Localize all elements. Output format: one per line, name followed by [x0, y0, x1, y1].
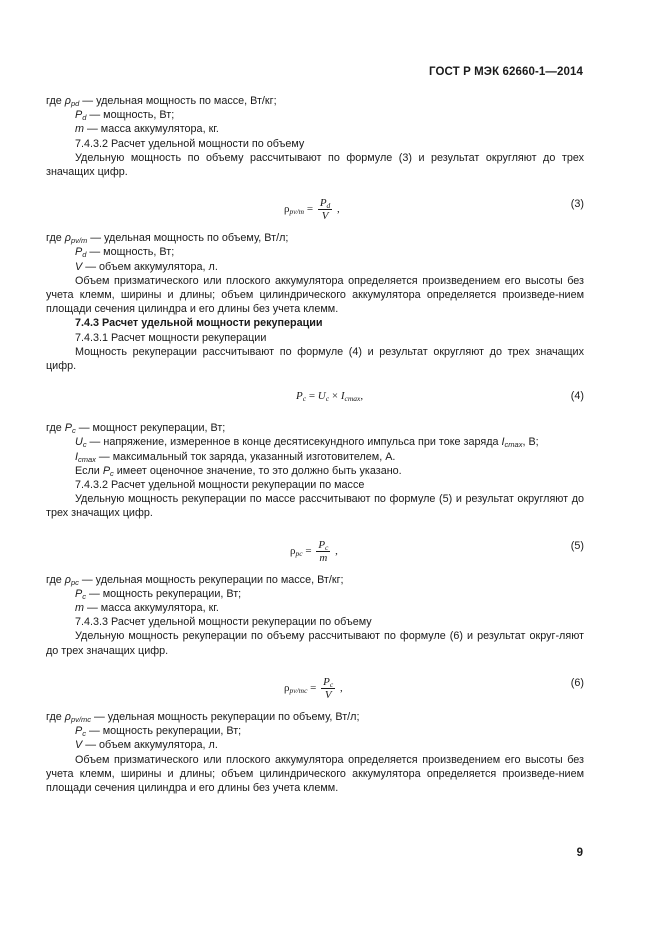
- legend-line: где $\rho_{pv/m}$ — удельная мощность по объему, Вт/л;: [46, 232, 289, 246]
- formula-3: [46, 179, 584, 231]
- formula-4: [46, 373, 584, 421]
- formula-number: (4): [570, 390, 584, 403]
- formula-expression: $\rho_{pv/mc}$ = $\frac{P_c}{V}$ ,: [284, 675, 343, 701]
- legend-line: V — объем аккумулятора, л.: [75, 260, 218, 273]
- section-heading: 7.4.3 Расчет удельной мощности рекуперации: [75, 317, 323, 330]
- paragraph: Объем призматического или плоского аккумулятора определяется произведением его высоты без учета клемм, ширины и длины; объем цилиндрического аккумулятора определяется произведе-нием площади сечения цилиндра и его длины без учета клемм.: [46, 274, 584, 316]
- page-number: 9: [576, 847, 583, 859]
- legend-line: где $\rho_{pv/mc}$ — удельная мощность рекуперации по объему, Вт/л;: [46, 710, 360, 724]
- standard-designation: ГОСТ Р МЭК 62660-1—2014: [429, 66, 583, 78]
- legend-line: $P_c$ — мощность рекуперации, Вт;: [75, 587, 242, 601]
- clause-heading: 7.4.3.3 Расчет удельной мощности рекуперации по объему: [75, 616, 372, 629]
- legend-line: где $\rho_{pc}$ — удельная мощность рекуперации по массе, Вт/кг;: [46, 573, 344, 587]
- legend-line: V — объем аккумулятора, л.: [75, 739, 218, 752]
- legend-line: где $P_c$ — мощност рекуперации, Вт;: [46, 422, 226, 436]
- formula-expression: $\rho_{pv/m}$ = $\frac{P_d}{V}$ ,: [284, 197, 340, 223]
- note-line: Если $P_c$ имеет оценочное значение, то это должно быть указано.: [75, 464, 402, 478]
- paragraph: Удельную мощность рекуперации по массе рассчитывают по формуле (5) и результат округляют до трех значащих цифр.: [46, 493, 584, 520]
- formula-number: (6): [570, 676, 584, 689]
- clause-heading: 7.4.3.2 Расчет удельной мощности по объему: [75, 137, 305, 150]
- fraction: $\frac{P_c}{V}$: [323, 675, 334, 701]
- fraction: $\frac{P_d}{V}$: [319, 197, 331, 223]
- paragraph: Удельную мощность по объему рассчитывают по формуле (3) и результат округляют до трех значащих цифр.: [46, 151, 584, 179]
- legend-line: $P_d$ — мощность, Вт;: [75, 246, 175, 260]
- legend-line: m — масса аккумулятора, кг.: [75, 602, 219, 615]
- formula-5: [46, 521, 584, 573]
- legend-line: где $\rho_{pd}$ — удельная мощность по массе, Вт/кг;: [46, 95, 277, 108]
- legend-line: $I_{cmax}$ — максимальный ток заряда, указанный изготовителем, А.: [75, 450, 396, 464]
- legend-line: $U_c$ — напряжение, измеренное в конце десятисекундного импульса при токе заряда $I_{cmax}$, В;: [75, 436, 539, 450]
- formula-6: [46, 658, 584, 710]
- legend-line: m — масса аккумулятора, кг.: [75, 123, 219, 136]
- formula-number: (5): [570, 539, 584, 552]
- legend-line: $P_d$ — мощность, Вт;: [75, 109, 175, 123]
- formula-expression: $\rho_{pc}$ = $\frac{P_c}{m}$ ,: [290, 538, 338, 564]
- paragraph: Объем призматического или плоского аккумулятора определяется произведением его высоты без учета клемм, ширины и длины; объем цилиндрического аккумулятора определяется произведе-нием площади сечения цилиндра и его длины без учета клемм.: [46, 753, 584, 794]
- paragraph: Удельную мощность рекуперации по объему рассчитывают по формуле (6) и результат округ-ляют до трех значащих цифр.: [46, 630, 584, 657]
- formula-expression: $P_c = U_c \times I_{cmax}$,: [296, 390, 364, 404]
- paragraph: Мощность рекуперации рассчитывают по формуле (4) и результат округляют до трех значащих цифр.: [46, 345, 584, 373]
- formula-number: (3): [570, 198, 584, 211]
- fraction: $\frac{P_c}{m}$: [318, 538, 329, 564]
- legend-line: $P_c$ — мощность рекуперации, Вт;: [75, 725, 242, 739]
- page-body: [46, 94, 584, 795]
- clause-heading: 7.4.3.2 Расчет удельной мощности рекуперации по массе: [75, 479, 365, 492]
- clause-heading: 7.4.3.1 Расчет мощности рекуперации: [75, 331, 267, 344]
